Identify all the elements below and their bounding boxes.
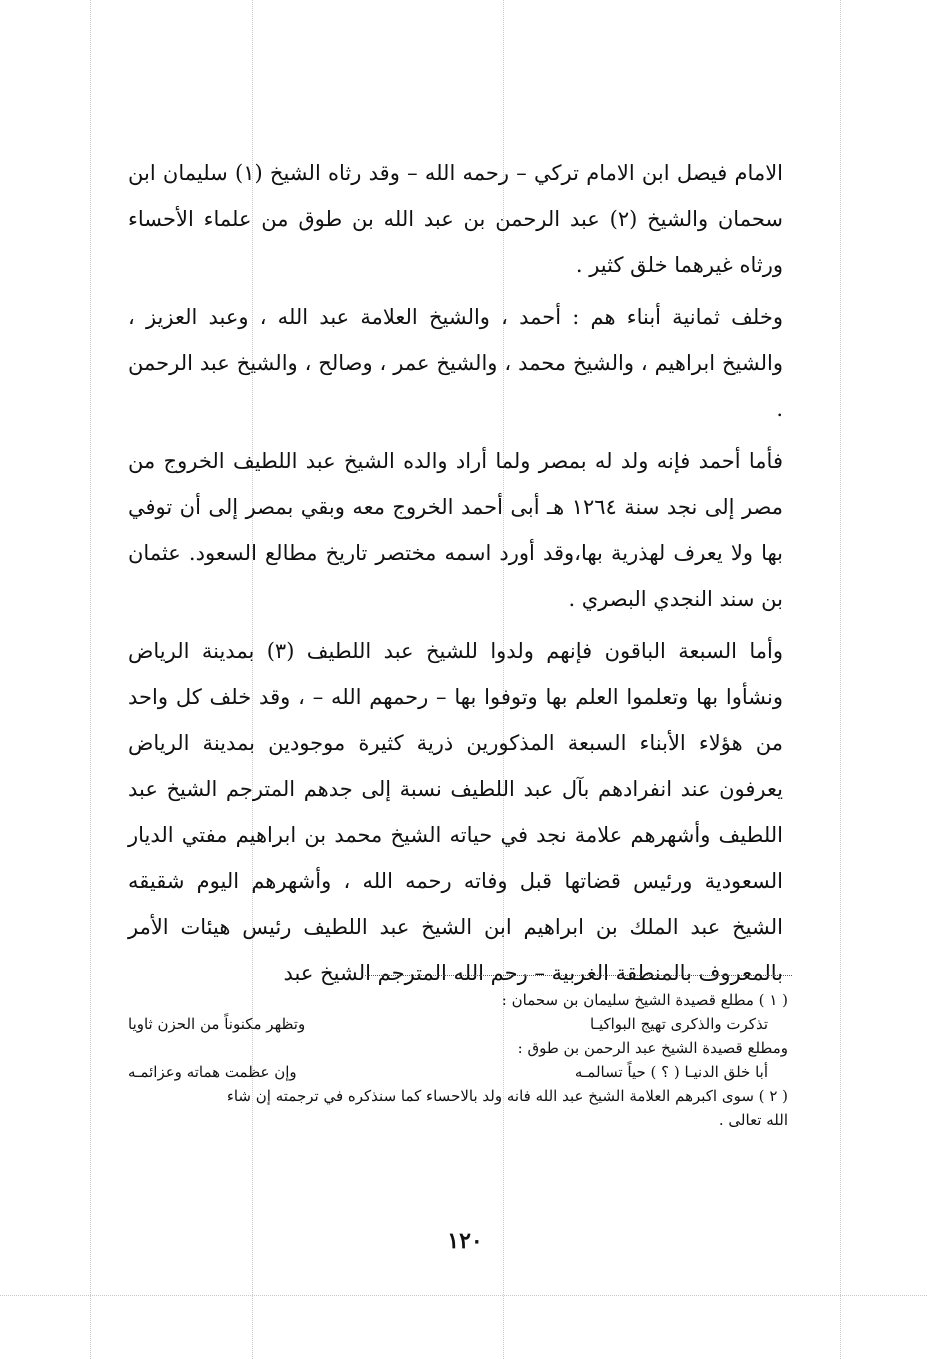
verse-2-first-hemistich: أبا خلق الدنيـا ( ؟ ) حياً تسالمـه (574, 1063, 768, 1081)
footnote-1-title: ( ١ ) مطلع قصيدة الشيخ سليمان بن سحمان : (501, 991, 788, 1009)
page-number: ١٢٠ (447, 1228, 483, 1254)
paragraph-1: الامام فيصل ابن الامام تركي – رحمه الله – وقد رثاه الشيخ (١) سليمان ابن سحمان والشيخ (٢) عبد الرحمن بن عبد الله بن طوق من علماء الأحساء ورثاه غيرهما خلق كثير . (128, 161, 784, 277)
paragraph-3: فأما أحمد فإنه ولد له بمصر ولما أراد والده الشيخ عبد اللطيف الخروج من مصر إلى نجد سنة ١٢٦٤ هـ أبى أحمد الخروج معه وبقي بمصر إلى أن توفي بها ولا يعرف لهذرية بها،وقد أورد اسمه مختصر تاريخ مطالع السعود. عثمان بن سند النجدي البصري . (128, 449, 783, 611)
scan-guide-line (840, 0, 841, 1359)
footnotes (128, 988, 788, 1132)
main-text (128, 150, 783, 1002)
scan-guide-line (0, 1295, 927, 1296)
paragraph-2: وخلف ثمانية أبناء هم : أحمد ، والشيخ العلامة عبد الله ، وعبد العزيز ، والشيخ ابراهيم ، والشيخ محمد ، والشيخ عمر ، وصالح ، والشيخ عبد الرحمن . (128, 305, 783, 421)
verse-1-first-hemistich: تذكرت والذكرى تهيج البواكيـا (589, 1015, 768, 1033)
scan-guide-line (90, 0, 91, 1359)
paragraph-4: وأما السبعة الباقون فإنهم ولدوا للشيخ عبد اللطيف (٣) بمدينة الرياض ونشأوا بها وتعلموا العلم بها وتوفوا بها – رحمهم الله – ، وقد خلف كل واحد من هؤلاء الأبناء السبعة المذكورين ذرية كثيرة موجودين بمدينة الرياض يعرفون عند انفرادهم بآل عبد اللطيف نسبة إلى جدهم المترجم الشيخ عبد اللطيف وأشهرهم علامة نجد في حياته الشيخ محمد بن ابراهيم مفتي الديار السعودية ورئيس قضاتها قبل وفاته رحمه الله ، وأشهرهم اليوم شقيقه الشيخ عبد الملك بن ابراهيم ابن الشيخ عبد اللطيف رئيس هيئات الأمر بالمعروف بالمنطقة الغربية – رحم الله المترجم الشيخ عبد (128, 639, 783, 985)
footnote-2-line-2: الله تعالى . (718, 1111, 788, 1129)
footnote-separator (365, 975, 792, 976)
footnote-1-second-title: ومطلع قصيدة الشيخ عبد الرحمن بن طوق : (517, 1039, 788, 1057)
footnote-1-verse (128, 1012, 788, 1036)
verse-2-second-hemistich: وإن عظمت هماته وعزائمـه (128, 1063, 297, 1081)
footnote-2-line-1: ( ٢ ) سوى اكبرهم العلامة الشيخ عبد الله فانه ولد بالاحساء كما سنذكره في ترجمته إن شاء (226, 1087, 788, 1105)
footnote-1-second-verse (128, 1060, 788, 1084)
verse-1-second-hemistich: وتظهر مكنوناً من الحزن ثاويا (128, 1015, 306, 1033)
